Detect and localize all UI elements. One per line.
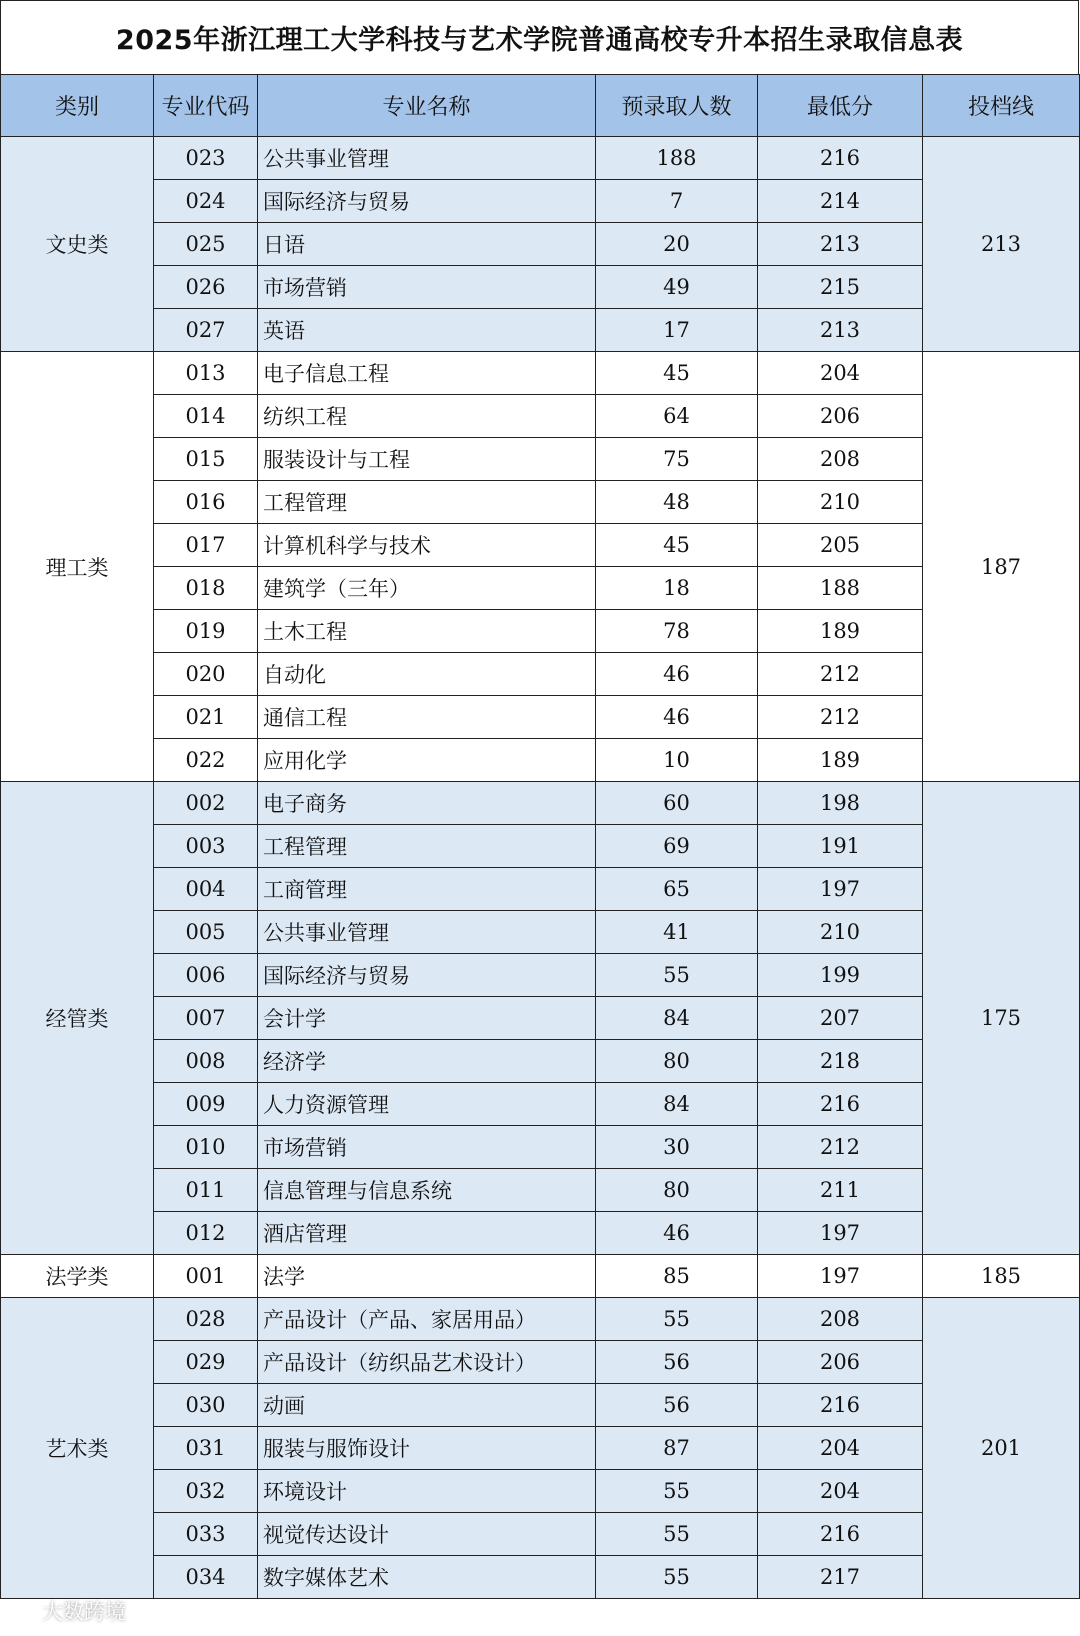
- table-row: [1, 1341, 1080, 1384]
- table-row: [1, 954, 1080, 997]
- cell-major-name: 工程管理: [258, 825, 596, 868]
- cell-code: 013: [154, 352, 258, 395]
- header-admitted-count: 预录取人数: [596, 75, 758, 137]
- cell-major-name: 国际经济与贸易: [258, 180, 596, 223]
- table-row: [1, 223, 1080, 266]
- table-row: [1, 481, 1080, 524]
- cell-code: 028: [154, 1298, 258, 1341]
- cell-major-name: 应用化学: [258, 739, 596, 782]
- cell-major-name: 自动化: [258, 653, 596, 696]
- cell-admitted-count: 46: [596, 696, 758, 739]
- table-row: [1, 825, 1080, 868]
- cell-code: 004: [154, 868, 258, 911]
- table-row: [1, 1040, 1080, 1083]
- cell-admitted-count: 188: [596, 137, 758, 180]
- table-row: [1, 137, 1080, 180]
- cell-major-name: 服装与服饰设计: [258, 1427, 596, 1470]
- cell-admitted-count: 85: [596, 1255, 758, 1298]
- cell-admitted-count: 17: [596, 309, 758, 352]
- cell-code: 003: [154, 825, 258, 868]
- table-row: [1, 868, 1080, 911]
- cell-code: 031: [154, 1427, 258, 1470]
- cell-admitted-count: 65: [596, 868, 758, 911]
- cell-code: 009: [154, 1083, 258, 1126]
- cell-min-score: 216: [758, 1513, 923, 1556]
- cell-admitted-count: 10: [596, 739, 758, 782]
- cell-min-score: 191: [758, 825, 923, 868]
- table-row: [1, 1212, 1080, 1255]
- cell-admitted-count: 48: [596, 481, 758, 524]
- cell-min-score: 208: [758, 438, 923, 481]
- cell-major-name: 建筑学（三年）: [258, 567, 596, 610]
- cell-min-score: 212: [758, 653, 923, 696]
- admission-table: [0, 74, 1080, 1599]
- cell-min-score: 214: [758, 180, 923, 223]
- cell-code: 030: [154, 1384, 258, 1427]
- table-row: [1, 1255, 1080, 1298]
- cell-code: 015: [154, 438, 258, 481]
- cell-code: 018: [154, 567, 258, 610]
- table-row: [1, 1556, 1080, 1599]
- cell-admitted-count: 55: [596, 1298, 758, 1341]
- table-row: [1, 1427, 1080, 1470]
- cell-min-score: 217: [758, 1556, 923, 1599]
- table-row: [1, 524, 1080, 567]
- cell-admitted-count: 55: [596, 1513, 758, 1556]
- cell-min-score: 204: [758, 1470, 923, 1513]
- cell-admitted-count: 78: [596, 610, 758, 653]
- table-row: [1, 997, 1080, 1040]
- cell-major-name: 人力资源管理: [258, 1083, 596, 1126]
- table-row: [1, 438, 1080, 481]
- cell-code: 012: [154, 1212, 258, 1255]
- cell-admitted-count: 30: [596, 1126, 758, 1169]
- cell-cutoff-line: 201: [923, 1298, 1080, 1599]
- table-row: [1, 567, 1080, 610]
- table-row: [1, 1470, 1080, 1513]
- header-cutoff-line: 投档线: [923, 75, 1080, 137]
- cell-min-score: 189: [758, 610, 923, 653]
- cell-min-score: 197: [758, 868, 923, 911]
- cell-min-score: 205: [758, 524, 923, 567]
- cell-code: 016: [154, 481, 258, 524]
- cell-major-name: 英语: [258, 309, 596, 352]
- table-row: [1, 696, 1080, 739]
- table-body: [1, 137, 1080, 1599]
- cell-min-score: 216: [758, 137, 923, 180]
- cell-major-name: 市场营销: [258, 1126, 596, 1169]
- cell-admitted-count: 60: [596, 782, 758, 825]
- table-header: [1, 75, 1080, 137]
- cell-admitted-count: 55: [596, 954, 758, 997]
- cell-major-name: 公共事业管理: [258, 911, 596, 954]
- watermark-text: 大数跨境: [42, 1600, 126, 1624]
- cell-major-name: 产品设计（产品、家居用品）: [258, 1298, 596, 1341]
- cell-min-score: 197: [758, 1255, 923, 1298]
- cell-admitted-count: 45: [596, 352, 758, 395]
- cell-code: 023: [154, 137, 258, 180]
- cell-major-name: 计算机科学与技术: [258, 524, 596, 567]
- cell-admitted-count: 84: [596, 997, 758, 1040]
- cell-admitted-count: 55: [596, 1556, 758, 1599]
- cell-code: 002: [154, 782, 258, 825]
- cell-min-score: 210: [758, 481, 923, 524]
- cell-code: 006: [154, 954, 258, 997]
- header-row: [1, 75, 1080, 137]
- table-row: [1, 1169, 1080, 1212]
- cell-code: 011: [154, 1169, 258, 1212]
- cell-major-name: 产品设计（纺织品艺术设计）: [258, 1341, 596, 1384]
- cell-major-name: 经济学: [258, 1040, 596, 1083]
- cell-admitted-count: 84: [596, 1083, 758, 1126]
- cell-cutoff-line: 185: [923, 1255, 1080, 1298]
- cell-code: 010: [154, 1126, 258, 1169]
- cell-major-name: 视觉传达设计: [258, 1513, 596, 1556]
- cell-admitted-count: 7: [596, 180, 758, 223]
- cell-code: 022: [154, 739, 258, 782]
- cell-min-score: 215: [758, 266, 923, 309]
- cell-min-score: 189: [758, 739, 923, 782]
- page-title: 2025年浙江理工大学科技与艺术学院普通高校专升本招生录取信息表: [0, 0, 1079, 74]
- cell-admitted-count: 87: [596, 1427, 758, 1470]
- table-row: [1, 1384, 1080, 1427]
- cell-min-score: 216: [758, 1384, 923, 1427]
- cell-min-score: 216: [758, 1083, 923, 1126]
- cell-min-score: 204: [758, 1427, 923, 1470]
- cell-admitted-count: 56: [596, 1341, 758, 1384]
- cell-min-score: 206: [758, 1341, 923, 1384]
- cell-min-score: 204: [758, 352, 923, 395]
- cell-min-score: 207: [758, 997, 923, 1040]
- cell-min-score: 218: [758, 1040, 923, 1083]
- cell-major-name: 土木工程: [258, 610, 596, 653]
- cell-major-name: 通信工程: [258, 696, 596, 739]
- cell-code: 026: [154, 266, 258, 309]
- cell-min-score: 198: [758, 782, 923, 825]
- table-row: [1, 1126, 1080, 1169]
- cell-major-name: 工商管理: [258, 868, 596, 911]
- header-category: 类别: [1, 75, 154, 137]
- cell-major-name: 国际经济与贸易: [258, 954, 596, 997]
- cell-category: 法学类: [1, 1255, 154, 1298]
- table-row: [1, 782, 1080, 825]
- cell-code: 029: [154, 1341, 258, 1384]
- cell-min-score: 212: [758, 1126, 923, 1169]
- cell-admitted-count: 45: [596, 524, 758, 567]
- cell-min-score: 213: [758, 223, 923, 266]
- table-row: [1, 1513, 1080, 1556]
- cell-major-name: 信息管理与信息系统: [258, 1169, 596, 1212]
- table-row: [1, 266, 1080, 309]
- cell-code: 033: [154, 1513, 258, 1556]
- cell-cutoff-line: 213: [923, 137, 1080, 352]
- cell-admitted-count: 41: [596, 911, 758, 954]
- cell-code: 019: [154, 610, 258, 653]
- cell-admitted-count: 80: [596, 1040, 758, 1083]
- cell-admitted-count: 64: [596, 395, 758, 438]
- table-row: [1, 395, 1080, 438]
- cell-admitted-count: 46: [596, 1212, 758, 1255]
- cell-major-name: 公共事业管理: [258, 137, 596, 180]
- cell-category: 文史类: [1, 137, 154, 352]
- cell-admitted-count: 69: [596, 825, 758, 868]
- cell-category: 艺术类: [1, 1298, 154, 1599]
- cell-cutoff-line: 187: [923, 352, 1080, 782]
- cell-code: 024: [154, 180, 258, 223]
- cell-admitted-count: 20: [596, 223, 758, 266]
- cell-major-name: 环境设计: [258, 1470, 596, 1513]
- cell-admitted-count: 49: [596, 266, 758, 309]
- cell-code: 020: [154, 653, 258, 696]
- cell-major-name: 纺织工程: [258, 395, 596, 438]
- cell-code: 034: [154, 1556, 258, 1599]
- cell-major-name: 法学: [258, 1255, 596, 1298]
- header-min-score: 最低分: [758, 75, 923, 137]
- cell-major-name: 电子商务: [258, 782, 596, 825]
- cell-cutoff-line: 175: [923, 782, 1080, 1255]
- cell-code: 005: [154, 911, 258, 954]
- cell-major-name: 工程管理: [258, 481, 596, 524]
- logo-icon: [6, 1600, 36, 1622]
- cell-major-name: 会计学: [258, 997, 596, 1040]
- cell-major-name: 数字媒体艺术: [258, 1556, 596, 1599]
- table-row: [1, 1083, 1080, 1126]
- cell-min-score: 197: [758, 1212, 923, 1255]
- cell-major-name: 电子信息工程: [258, 352, 596, 395]
- cell-code: 001: [154, 1255, 258, 1298]
- header-major-name: 专业名称: [258, 75, 596, 137]
- cell-admitted-count: 56: [596, 1384, 758, 1427]
- cell-code: 021: [154, 696, 258, 739]
- cell-admitted-count: 18: [596, 567, 758, 610]
- cell-min-score: 212: [758, 696, 923, 739]
- table-row: [1, 739, 1080, 782]
- cell-code: 025: [154, 223, 258, 266]
- cell-min-score: 210: [758, 911, 923, 954]
- cell-admitted-count: 46: [596, 653, 758, 696]
- header-code: 专业代码: [154, 75, 258, 137]
- cell-major-name: 酒店管理: [258, 1212, 596, 1255]
- cell-major-name: 日语: [258, 223, 596, 266]
- table-row: [1, 352, 1080, 395]
- table-row: [1, 1298, 1080, 1341]
- cell-category: 经管类: [1, 782, 154, 1255]
- table-row: [1, 911, 1080, 954]
- cell-min-score: 206: [758, 395, 923, 438]
- cell-code: 027: [154, 309, 258, 352]
- cell-min-score: 211: [758, 1169, 923, 1212]
- cell-admitted-count: 80: [596, 1169, 758, 1212]
- cell-min-score: 199: [758, 954, 923, 997]
- cell-major-name: 动画: [258, 1384, 596, 1427]
- cell-admitted-count: 75: [596, 438, 758, 481]
- cell-min-score: 213: [758, 309, 923, 352]
- table-row: [1, 180, 1080, 223]
- cell-code: 017: [154, 524, 258, 567]
- table-row: [1, 309, 1080, 352]
- cell-major-name: 市场营销: [258, 266, 596, 309]
- cell-code: 014: [154, 395, 258, 438]
- cell-code: 008: [154, 1040, 258, 1083]
- cell-major-name: 服装设计与工程: [258, 438, 596, 481]
- cell-min-score: 208: [758, 1298, 923, 1341]
- cell-category: 理工类: [1, 352, 154, 782]
- table-row: [1, 653, 1080, 696]
- watermark: [6, 1596, 126, 1626]
- cell-admitted-count: 55: [596, 1470, 758, 1513]
- cell-min-score: 188: [758, 567, 923, 610]
- cell-code: 007: [154, 997, 258, 1040]
- cell-code: 032: [154, 1470, 258, 1513]
- table-row: [1, 610, 1080, 653]
